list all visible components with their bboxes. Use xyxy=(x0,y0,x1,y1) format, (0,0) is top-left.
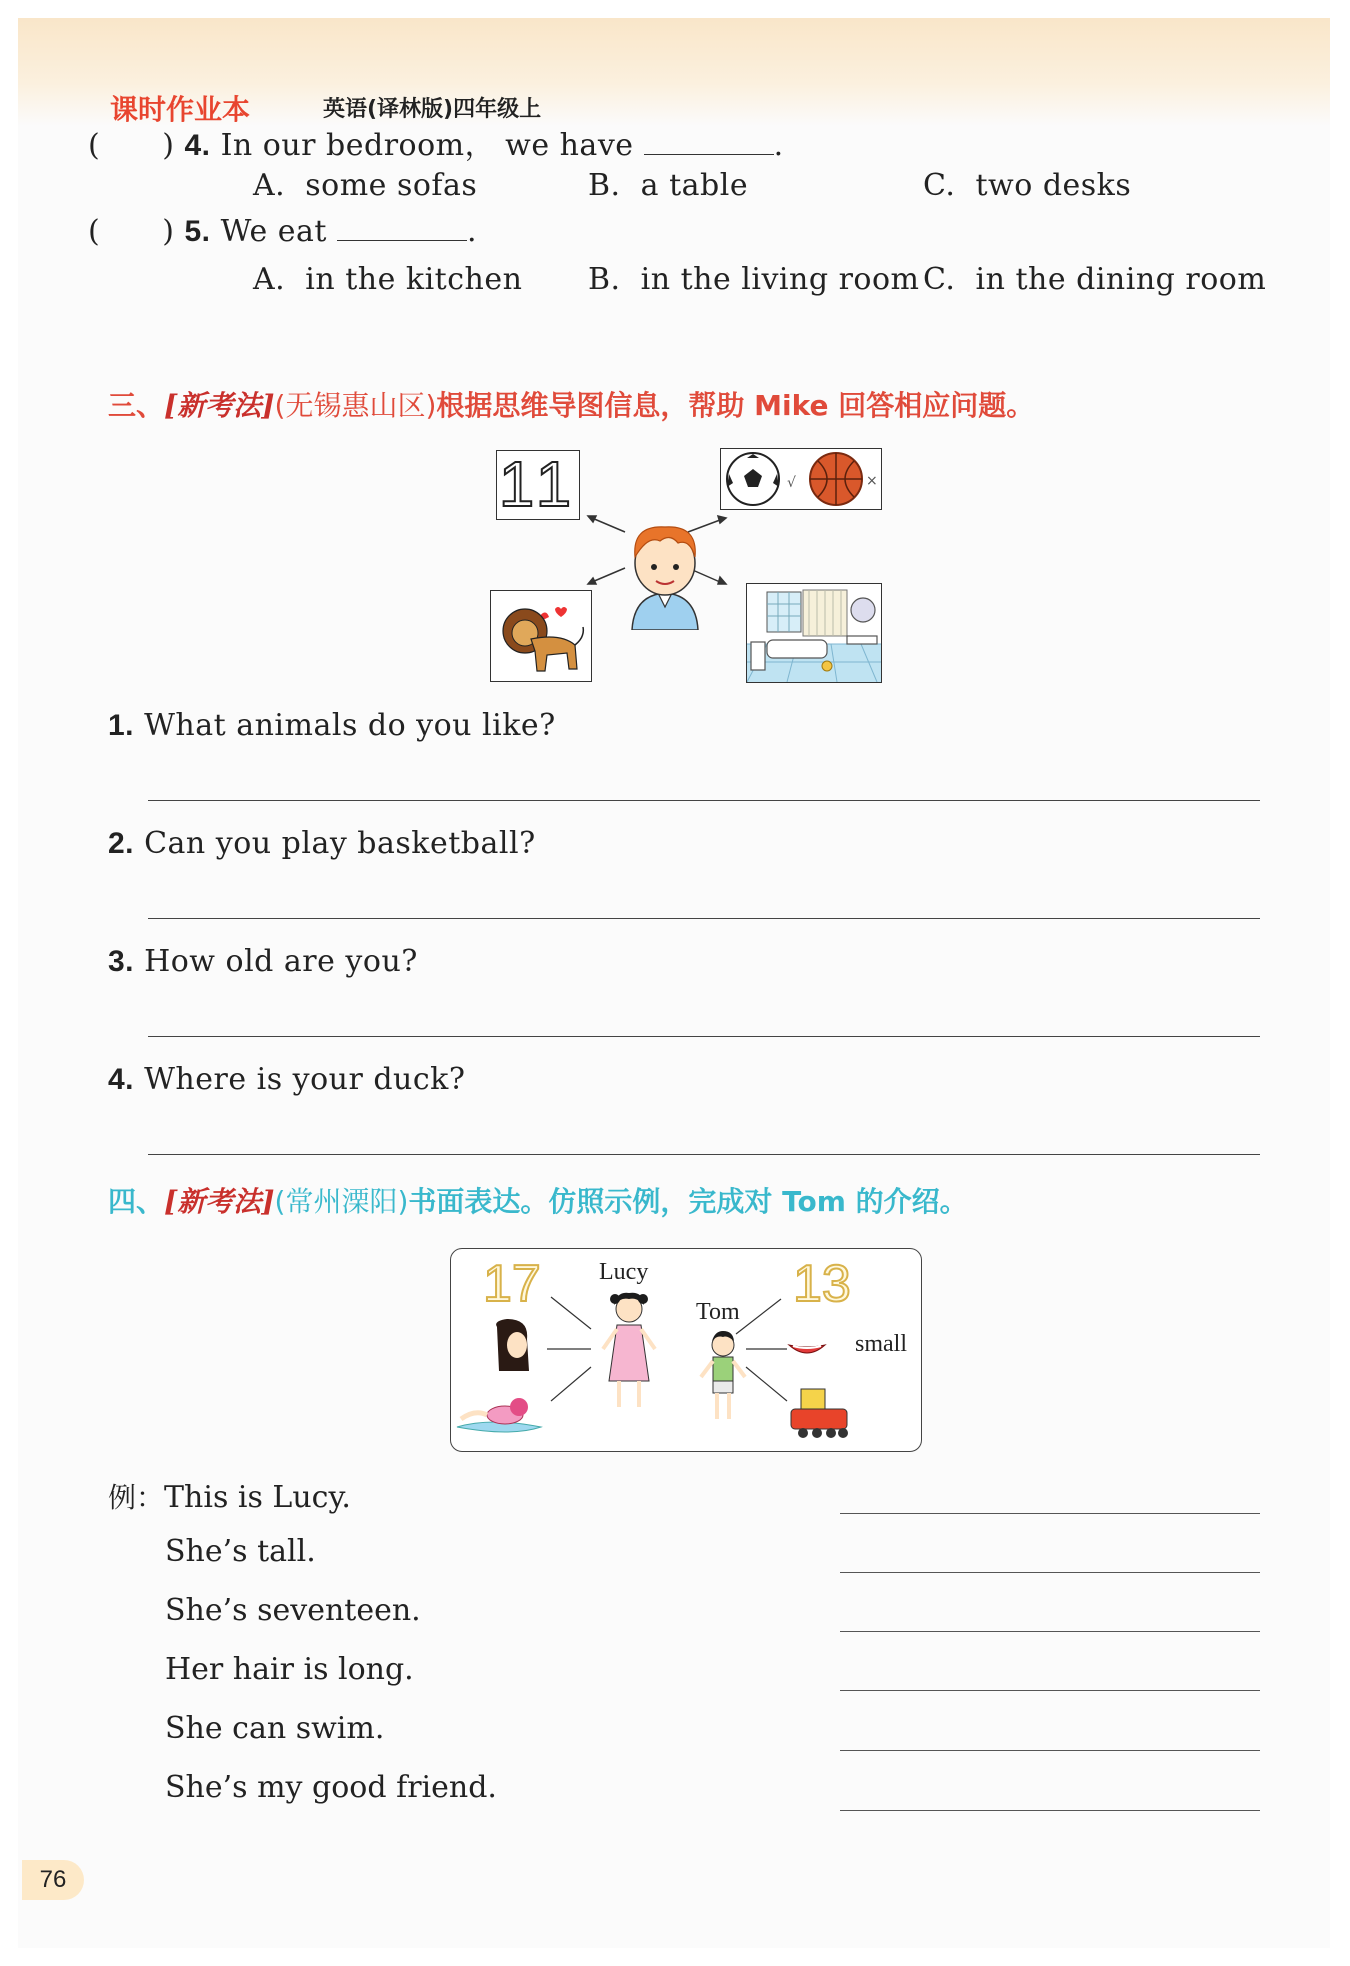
bathroom-box xyxy=(746,583,882,683)
page-number: 76 xyxy=(22,1860,84,1900)
option-text: some sofas xyxy=(305,168,478,203)
lucy-tom-diagram xyxy=(451,1249,921,1451)
section-source: (无锡惠山区) xyxy=(274,389,437,422)
question-stem: We eat xyxy=(220,214,327,249)
example-line-1 xyxy=(108,1476,351,1516)
section-instruction: 书面表达。仿照示例，完成对 Tom 的介绍。 xyxy=(408,1185,968,1218)
question-number: 4. xyxy=(108,1063,135,1096)
soccer-ball-icon xyxy=(727,453,779,505)
mc-question-4 xyxy=(88,120,784,164)
option-letter: C. xyxy=(923,168,956,203)
s3-question-4 xyxy=(108,1062,465,1097)
basketball-icon xyxy=(810,453,862,505)
writing-line[interactable] xyxy=(840,1631,1260,1632)
example-line-2: She’s tall. xyxy=(165,1534,316,1569)
example-line-5: She can swim. xyxy=(165,1711,385,1746)
writing-line[interactable] xyxy=(840,1810,1260,1811)
check-mark: √ xyxy=(787,475,796,491)
option-text: two desks xyxy=(975,168,1132,203)
question-text: What animals do you like? xyxy=(144,708,556,743)
lion-box xyxy=(490,590,592,682)
question-text: Where is your duck? xyxy=(144,1062,466,1097)
new-method-tag: [新考法] xyxy=(164,1185,275,1218)
option-letter: A. xyxy=(253,168,286,203)
option-text: in the kitchen xyxy=(305,262,523,297)
answer-line[interactable] xyxy=(148,800,1260,801)
mike-boy-icon xyxy=(620,515,710,630)
question-period: . xyxy=(466,214,478,249)
small-label: small xyxy=(855,1331,907,1357)
book-subtitle: 英语(译林版)四年级上 xyxy=(323,97,542,122)
swimmer-icon xyxy=(457,1398,541,1432)
answer-paren-open: ( xyxy=(88,128,101,163)
option-b xyxy=(588,168,748,203)
lucy-tom-figure xyxy=(450,1248,922,1452)
example-text: This is Lucy. xyxy=(164,1480,351,1515)
option-letter: A. xyxy=(253,262,286,297)
writing-line[interactable] xyxy=(840,1513,1260,1514)
toy-car-icon xyxy=(791,1389,848,1438)
option-letter: B. xyxy=(588,262,621,297)
answer-line[interactable] xyxy=(148,1154,1260,1155)
question-number: 5. xyxy=(184,215,211,248)
option-b xyxy=(588,262,920,297)
bathroom-icon xyxy=(747,584,881,682)
answer-line[interactable] xyxy=(148,918,1260,919)
s3-question-1 xyxy=(108,708,556,743)
section-3-heading xyxy=(108,384,1034,424)
brand-title: 课时作业本 xyxy=(110,93,251,126)
writing-line[interactable] xyxy=(840,1750,1260,1751)
section-4-heading xyxy=(108,1180,968,1220)
long-hair-girl-icon xyxy=(496,1319,529,1371)
option-letter: C. xyxy=(923,262,956,297)
tom-age-label: 13 xyxy=(793,1255,851,1313)
question-number: 2. xyxy=(108,827,135,860)
fill-blank[interactable] xyxy=(337,218,467,241)
page-header xyxy=(18,18,1330,126)
option-text: in the dining room xyxy=(975,262,1267,297)
mouth-icon xyxy=(789,1345,825,1353)
section-number: 四、 xyxy=(108,1185,165,1218)
writing-line[interactable] xyxy=(840,1690,1260,1691)
age-box xyxy=(496,450,580,520)
example-label: 例： xyxy=(108,1481,165,1514)
section-source: (常州溧阳) xyxy=(274,1185,409,1218)
lucy-girl-icon xyxy=(603,1293,655,1407)
example-line-4: Her hair is long. xyxy=(165,1652,414,1687)
fill-blank[interactable] xyxy=(644,132,774,155)
cross-mark: × xyxy=(866,473,878,489)
section-number: 三、 xyxy=(108,389,165,422)
lucy-label: Lucy xyxy=(599,1259,649,1285)
answer-paren-open: ( xyxy=(88,214,101,249)
example-line-3: She’s seventeen. xyxy=(165,1593,421,1628)
question-number: 4. xyxy=(184,129,211,162)
writing-line[interactable] xyxy=(840,1572,1260,1573)
answer-paren-close: ) xyxy=(162,214,175,249)
option-a xyxy=(253,262,522,297)
s3-question-2 xyxy=(108,826,536,861)
lucy-age-label: 17 xyxy=(483,1255,541,1313)
tom-label: Tom xyxy=(696,1299,740,1325)
lion-icon xyxy=(491,591,591,681)
question-stem: In our bedroom， we have xyxy=(220,128,634,163)
option-c xyxy=(923,262,1266,297)
answer-paren-close: ) xyxy=(162,128,175,163)
answer-line[interactable] xyxy=(148,1036,1260,1037)
example-line-6: She’s my good friend. xyxy=(165,1770,497,1805)
tom-boy-icon xyxy=(701,1331,745,1419)
question-period: . xyxy=(773,128,784,163)
option-text: in the living room xyxy=(640,262,920,297)
option-text: a table xyxy=(640,168,749,203)
option-a xyxy=(253,168,477,203)
section-instruction: 根据思维导图信息，帮助 Mike 回答相应问题。 xyxy=(436,389,1035,422)
option-letter: B. xyxy=(588,168,621,203)
mc-question-5 xyxy=(88,214,477,249)
question-number: 3. xyxy=(108,945,135,978)
option-c xyxy=(923,168,1131,203)
question-text: Can you play basketball? xyxy=(144,826,536,861)
new-method-tag: [新考法] xyxy=(164,389,275,422)
question-text: How old are you? xyxy=(144,944,418,979)
question-number: 1. xyxy=(108,709,135,742)
s3-question-3 xyxy=(108,944,418,979)
age-number: 11 xyxy=(498,448,578,520)
